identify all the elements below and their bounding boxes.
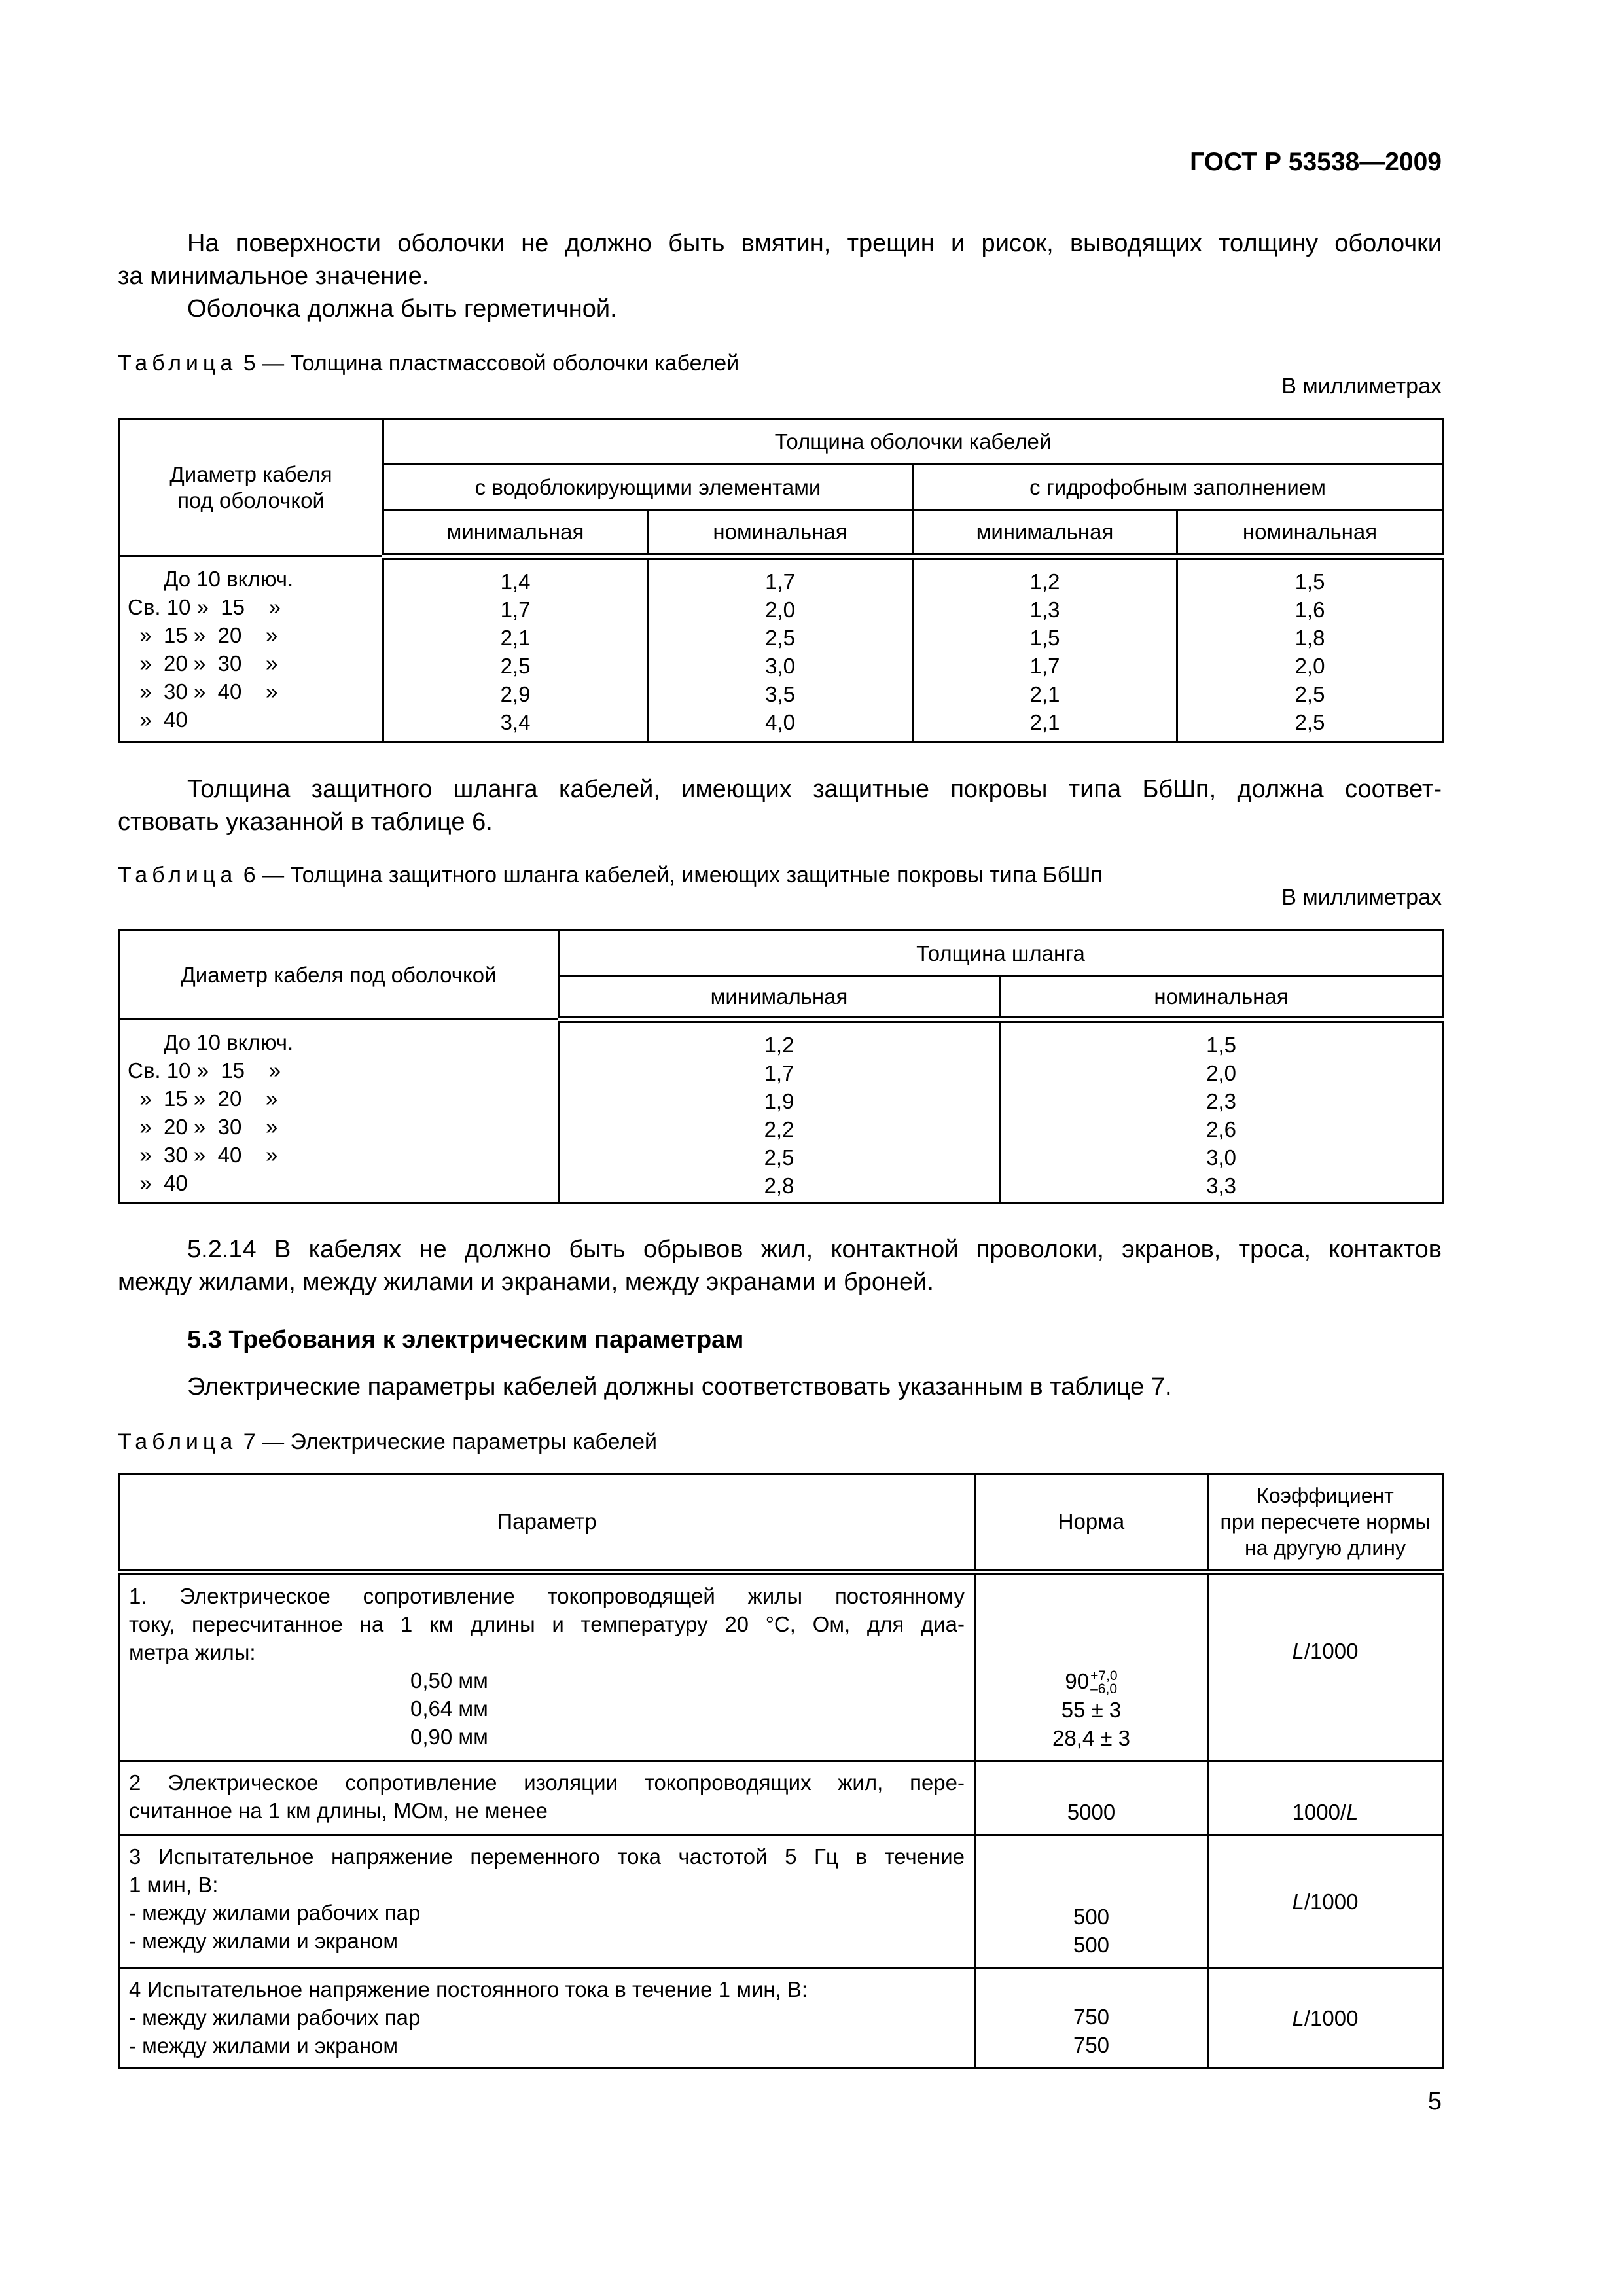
table-cell-value: » 40	[128, 1171, 188, 1195]
table5	[118, 418, 1444, 743]
table-cell-value: 1,7	[764, 1060, 794, 1085]
coef-rest: /1000	[1304, 1639, 1359, 1664]
table6	[118, 929, 1444, 1204]
table5-header-thickness: Толщина оболочки кабелей	[383, 419, 1443, 465]
table-cell-value: » 20 » 30 »	[128, 651, 278, 675]
text-line: току, пересчитанное на 1 км длины и температуру 20 °С, Ом, для диа-	[129, 1611, 965, 1636]
table-cell-value: 2,0	[1206, 1060, 1236, 1085]
table7-caption-label: Таблица	[118, 1429, 238, 1454]
table-cell-value: 1,4	[500, 569, 531, 594]
table-cell-value: 2,3	[1206, 1088, 1236, 1113]
norm-value: 750	[1073, 2005, 1110, 2029]
table-cell-value: 2,5	[764, 1145, 794, 1170]
table5-col-hydro-nom	[1177, 556, 1443, 742]
diameter-value: 0,50 мм	[410, 1668, 488, 1693]
table5-caption	[118, 350, 739, 376]
text-line: - между жилами и экраном	[129, 2034, 399, 2058]
table7-header-coef	[1208, 1474, 1443, 1572]
header-text: Диаметр кабеля	[169, 461, 332, 486]
table6-col-diameter	[119, 1020, 559, 1203]
table-cell-value: До 10 включ.	[128, 1030, 294, 1054]
diameter-value: 0,64 мм	[410, 1696, 488, 1721]
text-line: 1. Электрическое сопротивление токопроводящей жилы постоянному	[129, 1583, 965, 1608]
text-line: 1 мин, В:	[129, 1873, 219, 1897]
table-cell-value: 2,5	[765, 625, 795, 650]
coef-l: L	[1292, 2005, 1304, 2030]
table-cell-value: 1,7	[765, 569, 795, 594]
table-cell-value: 3,4	[500, 709, 531, 734]
coef-rest: /1000	[1304, 1889, 1359, 1914]
table5-header-nom: номинальная	[648, 511, 913, 556]
norm-value: 500	[1073, 1905, 1110, 1929]
header-text: под оболочкой	[177, 488, 325, 512]
table-cell-value: 1,7	[1029, 653, 1060, 678]
table7-caption-text: 7 — Электрические параметры кабелей	[237, 1429, 657, 1454]
table-cell-value: » 30 » 40 »	[128, 1143, 278, 1167]
text-line: считанное на 1 км длины, МОм, не менее	[129, 1799, 548, 1823]
table6-col-min	[559, 1020, 1000, 1203]
norm-value-tolerance	[984, 1667, 1199, 1696]
table5-col-diameter	[119, 556, 383, 742]
table-cell-value: 2,1	[1029, 681, 1060, 706]
table6-header-diameter: Диаметр кабеля под оболочкой	[119, 931, 559, 1020]
table5-header-min: минимальная	[913, 511, 1177, 556]
param-cell	[119, 1835, 975, 1968]
param-cell	[119, 1761, 975, 1835]
intro-paragraphs	[118, 227, 1442, 325]
coef-cell	[1208, 1835, 1443, 1968]
table6-intro	[118, 773, 1442, 838]
table-cell-value: 1,9	[764, 1088, 794, 1113]
table-cell-value: 2,5	[1294, 681, 1325, 706]
param-cell	[119, 1572, 975, 1761]
table-cell-value: 3,0	[1206, 1145, 1236, 1170]
table-cell-value: 1,7	[500, 597, 531, 622]
table-cell-value: » 30 » 40 »	[128, 679, 278, 704]
table7	[118, 1473, 1444, 2069]
table5-header-nom: номинальная	[1177, 511, 1443, 556]
text-line: - между жилами рабочих пар	[129, 1901, 421, 1925]
table-cell-value: 1,5	[1029, 625, 1060, 650]
table7-row	[119, 1835, 1443, 1968]
table-cell-value: 1,5	[1294, 569, 1325, 594]
header-text: при пересчете нормы	[1220, 1509, 1431, 1534]
diameter-value: 0,90 мм	[410, 1724, 488, 1749]
table6-header-min: минимальная	[559, 977, 1000, 1020]
table-cell-value: 1,3	[1029, 597, 1060, 622]
header-text: Коэффициент	[1257, 1483, 1394, 1507]
table-cell-value: Св. 10 » 15 »	[128, 1058, 281, 1083]
text-line: между жилами, между жилами и экранами, между экранами и броней.	[118, 1268, 934, 1296]
coef-cell	[1208, 1572, 1443, 1761]
text-line: 5.2.14 В кабелях не должно быть обрывов жил, контактной проволоки, экранов, троса, контактов	[187, 1236, 1442, 1263]
document-id: ГОСТ Р 53538—2009	[1190, 148, 1442, 176]
intro-p1-line: На поверхности оболочки не должно быть вмятин, трещин и рисок, выводящих толщину оболочки	[187, 230, 1442, 257]
coef-rest: /1000	[1304, 2005, 1359, 2030]
table5-unit: В миллиметрах	[1281, 374, 1442, 399]
table-cell-value: 3,0	[765, 653, 795, 678]
intro-p2: Оболочка должна быть герметичной.	[187, 295, 617, 323]
table5-header-min: минимальная	[383, 511, 648, 556]
norm-cell	[975, 1572, 1208, 1761]
table-cell-value: 3,3	[1206, 1173, 1236, 1198]
text-line: - между жилами рабочих пар	[129, 2005, 421, 2030]
text-line: ствовать указанной в таблице 6.	[118, 808, 493, 836]
coef-l: L	[1292, 1639, 1304, 1664]
norm-base: 90	[1065, 1668, 1090, 1693]
norm-value: 750	[1073, 2033, 1110, 2057]
table-cell-value: 2,1	[500, 625, 531, 650]
text-line: Электрические параметры кабелей должны соответствовать указанным в таблице 7.	[187, 1373, 1172, 1401]
table5-caption-label: Таблица	[118, 351, 238, 376]
table5-header-water: с водоблокирующими элементами	[383, 465, 913, 511]
norm-cell	[975, 1968, 1208, 2068]
table-cell-value: Св. 10 » 15 »	[128, 595, 281, 619]
param-cell	[119, 1968, 975, 2068]
table6-caption-text: 6 — Толщина защитного шланга кабелей, имеющих защитные покровы типа БбШп	[237, 863, 1103, 888]
section-5-3-heading	[118, 1323, 1442, 1356]
table-cell-value: 1,6	[1294, 597, 1325, 622]
norm-value: 500	[1073, 1933, 1110, 1957]
text-line: - между жилами и экраном	[129, 1929, 399, 1953]
table-cell-value: До 10 включ.	[128, 567, 294, 591]
table-cell-value: 2,5	[1294, 709, 1325, 734]
norm-value: 28,4 ± 3	[1052, 1726, 1131, 1750]
norm-cell	[975, 1835, 1208, 1968]
table-cell-value: 2,2	[764, 1117, 794, 1141]
table-cell-value: 3,5	[765, 681, 795, 706]
coef-pre: 1000/	[1292, 1800, 1347, 1824]
table7-row	[119, 1968, 1443, 2068]
text-line: 3 Испытательное напряжение переменного тока частотой 5 Гц в течение	[129, 1844, 965, 1869]
table-cell-value: 1,5	[1206, 1032, 1236, 1057]
table7-header-norm: Норма	[975, 1474, 1208, 1572]
table-cell-value: » 15 » 20 »	[128, 623, 278, 647]
table-cell-value: 2,9	[500, 681, 531, 706]
table6-header-thickness: Толщина шланга	[559, 931, 1443, 977]
text-line: 2 Электрическое сопротивление изоляции токопроводящих жил, пере-	[129, 1770, 965, 1795]
page-number: 5	[1427, 2088, 1442, 2115]
coef-l: L	[1346, 1800, 1359, 1824]
table6-col-nom	[1000, 1020, 1443, 1203]
coef-cell	[1208, 1761, 1443, 1835]
table-cell-value: 2,5	[500, 653, 531, 678]
table5-header-diameter	[119, 419, 383, 556]
table6-header-nom: номинальная	[1000, 977, 1443, 1020]
norm-value: 5000	[975, 1761, 1208, 1835]
table5-data	[119, 556, 1443, 742]
table6-caption-label: Таблица	[118, 863, 238, 888]
intro-p1-line: за минимальное значение.	[118, 262, 429, 290]
text-line: метра жилы:	[129, 1640, 256, 1664]
table-cell-value: 1,2	[1029, 569, 1060, 594]
table6-caption	[118, 862, 1103, 888]
table7-row	[119, 1572, 1443, 1761]
tolerance-minus: –6,0	[1090, 1681, 1117, 1696]
table-cell-value: 2,1	[1029, 709, 1060, 734]
table5-col-hydro-min	[913, 556, 1177, 742]
table-cell-value: 1,8	[1294, 625, 1325, 650]
table7-caption	[118, 1429, 657, 1455]
table5-col-water-min	[383, 556, 648, 742]
table7-row	[119, 1761, 1443, 1835]
section-5-2-14	[118, 1233, 1442, 1299]
table-cell-value: 1,2	[764, 1032, 794, 1057]
coef-l: L	[1292, 1889, 1304, 1914]
tolerance-plus: +7,0	[1090, 1668, 1118, 1683]
section-5-3-text	[118, 1371, 1442, 1403]
table5-caption-text: 5 — Толщина пластмассовой оболочки кабелей	[237, 351, 740, 376]
table-cell-value: 2,0	[765, 597, 795, 622]
table5-header-hydro: с гидрофобным заполнением	[913, 465, 1443, 511]
coef-cell	[1208, 1968, 1443, 2068]
table-cell-value: 2,0	[1294, 653, 1325, 678]
text-line: 4 Испытательное напряжение постоянного тока в течение 1 мин, В:	[129, 1977, 808, 2001]
table-cell-value: 4,0	[765, 709, 795, 734]
table6-unit: В миллиметрах	[1281, 885, 1442, 910]
table-cell-value: » 40	[128, 708, 188, 732]
table-cell-value: 2,6	[1206, 1117, 1236, 1141]
header-text: на другую длину	[1245, 1535, 1406, 1560]
table7-header-param: Параметр	[119, 1474, 975, 1572]
heading-text: 5.3 Требования к электрическим параметрам	[187, 1326, 744, 1354]
table6-data	[119, 1020, 1443, 1203]
table-cell-value: » 20 » 30 »	[128, 1115, 278, 1139]
table5-col-water-nom	[648, 556, 913, 742]
text-line: Толщина защитного шланга кабелей, имеющих защитные покровы типа БбШп, должна соответ-	[187, 776, 1442, 803]
norm-value: 55 ± 3	[1061, 1698, 1122, 1722]
table-cell-value: » 15 » 20 »	[128, 1086, 278, 1111]
table-cell-value: 2,8	[764, 1173, 794, 1198]
